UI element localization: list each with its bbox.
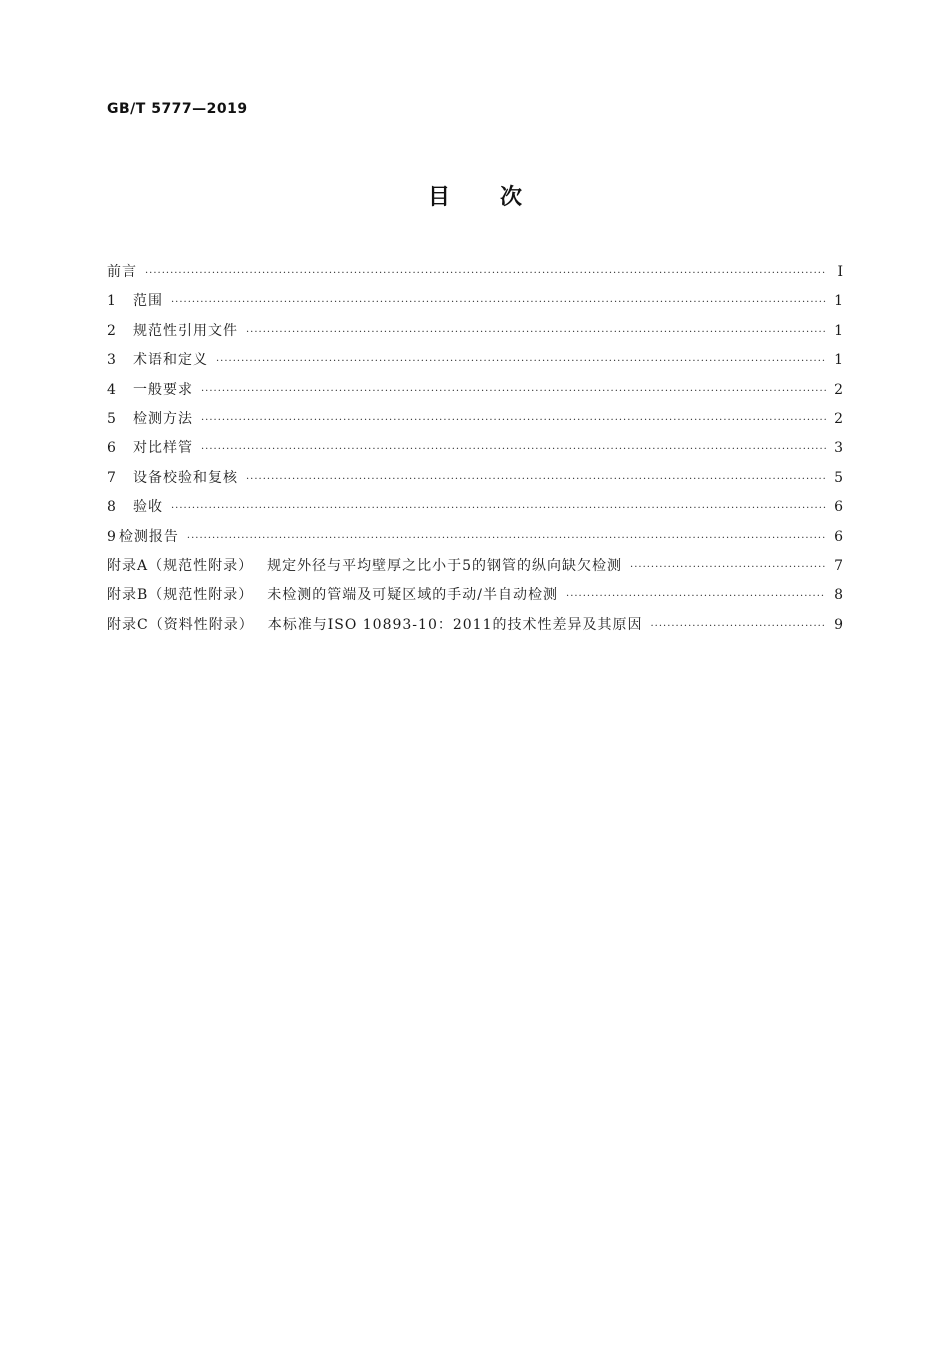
toc-leader-dots	[171, 288, 826, 316]
toc-entry-number: 9	[107, 528, 116, 545]
toc-entry-annex-c[interactable]	[107, 611, 843, 640]
standard-code: GB/T 5777—2019	[107, 101, 248, 117]
toc-entry-number: 3	[107, 352, 116, 369]
toc-entry-number: 8	[107, 499, 116, 516]
toc-entry-page: 5	[834, 469, 843, 486]
toc-leader-dots	[650, 612, 826, 640]
toc-entry-label: 检测方法	[133, 410, 193, 427]
toc-leader-dots	[201, 406, 826, 434]
toc-entry-page: 1	[834, 322, 843, 339]
toc-leader-dots	[216, 347, 826, 375]
toc-entry-page: 2	[834, 381, 843, 398]
page-title: 目次	[427, 185, 572, 210]
toc-entry-label: 检测报告	[118, 528, 179, 545]
toc-entry-page: 8	[834, 587, 843, 604]
toc-entry-label: 一般要求	[133, 381, 193, 398]
toc-entry-reference-tube[interactable]	[107, 434, 843, 463]
toc-entry-page: 1	[834, 352, 843, 369]
toc-entry-label: 验收	[133, 499, 163, 516]
toc-entry-scope[interactable]	[107, 287, 843, 316]
toc-annex-prefix: 附录B（规范性附录）	[107, 587, 254, 604]
toc-entry-label: 规范性引用文件	[133, 322, 238, 339]
toc-entry-label: 术语和定义	[133, 352, 208, 369]
table-of-contents	[107, 258, 843, 640]
toc-leader-dots	[201, 435, 826, 463]
toc-entry-general-requirements[interactable]	[107, 376, 843, 405]
toc-entry-label: 范围	[133, 293, 163, 310]
toc-entry-label: 规定外径与平均壁厚之比小于5的钢管的纵向缺欠检测	[267, 557, 623, 574]
toc-entry-label: 本标准与ISO 10893-10：2011的技术性差异及其原因	[267, 616, 643, 633]
toc-entry-page: Ⅰ	[837, 264, 843, 280]
toc-entry-terms[interactable]	[107, 346, 843, 375]
toc-entry-label: 对比样管	[133, 440, 193, 457]
toc-entry-number: 5	[107, 410, 116, 427]
toc-entry-number: 6	[107, 440, 116, 457]
toc-entry-annex-b[interactable]	[107, 581, 843, 610]
toc-entry-label: 设备校验和复核	[133, 469, 238, 486]
toc-entry-number: 1	[107, 293, 116, 310]
toc-entry-label: 未检测的管端及可疑区域的手动/半自动检测	[267, 587, 559, 604]
toc-entry-number: 7	[107, 469, 116, 486]
toc-leader-dots	[246, 465, 826, 493]
toc-entry-page: 6	[834, 499, 843, 516]
toc-leader-dots	[145, 259, 827, 287]
toc-entry-label: 前言	[107, 264, 137, 280]
toc-entry-foreword[interactable]	[107, 258, 843, 287]
toc-entry-number: 2	[107, 322, 116, 339]
toc-entry-normative-references[interactable]	[107, 317, 843, 346]
toc-entry-annex-a[interactable]	[107, 552, 843, 581]
toc-entry-page: 7	[834, 557, 843, 574]
toc-entry-page: 9	[834, 616, 843, 633]
toc-entry-test-method[interactable]	[107, 405, 843, 434]
toc-annex-prefix: 附录A（规范性附录）	[107, 557, 254, 574]
toc-leader-dots	[246, 318, 826, 346]
toc-entry-page: 6	[834, 528, 843, 545]
toc-leader-dots	[566, 582, 826, 610]
toc-entry-test-report[interactable]	[107, 523, 843, 552]
toc-entry-page: 1	[834, 293, 843, 310]
toc-leader-dots	[630, 553, 826, 581]
toc-entry-number: 4	[107, 381, 116, 398]
toc-entry-page: 3	[834, 440, 843, 457]
toc-entry-equipment-calibration[interactable]	[107, 464, 843, 493]
toc-leader-dots	[171, 494, 826, 522]
toc-annex-prefix: 附录C（资料性附录）	[107, 616, 254, 633]
toc-leader-dots	[201, 377, 826, 405]
toc-entry-acceptance[interactable]	[107, 493, 843, 522]
toc-leader-dots	[187, 524, 826, 552]
toc-entry-page: 2	[834, 410, 843, 427]
